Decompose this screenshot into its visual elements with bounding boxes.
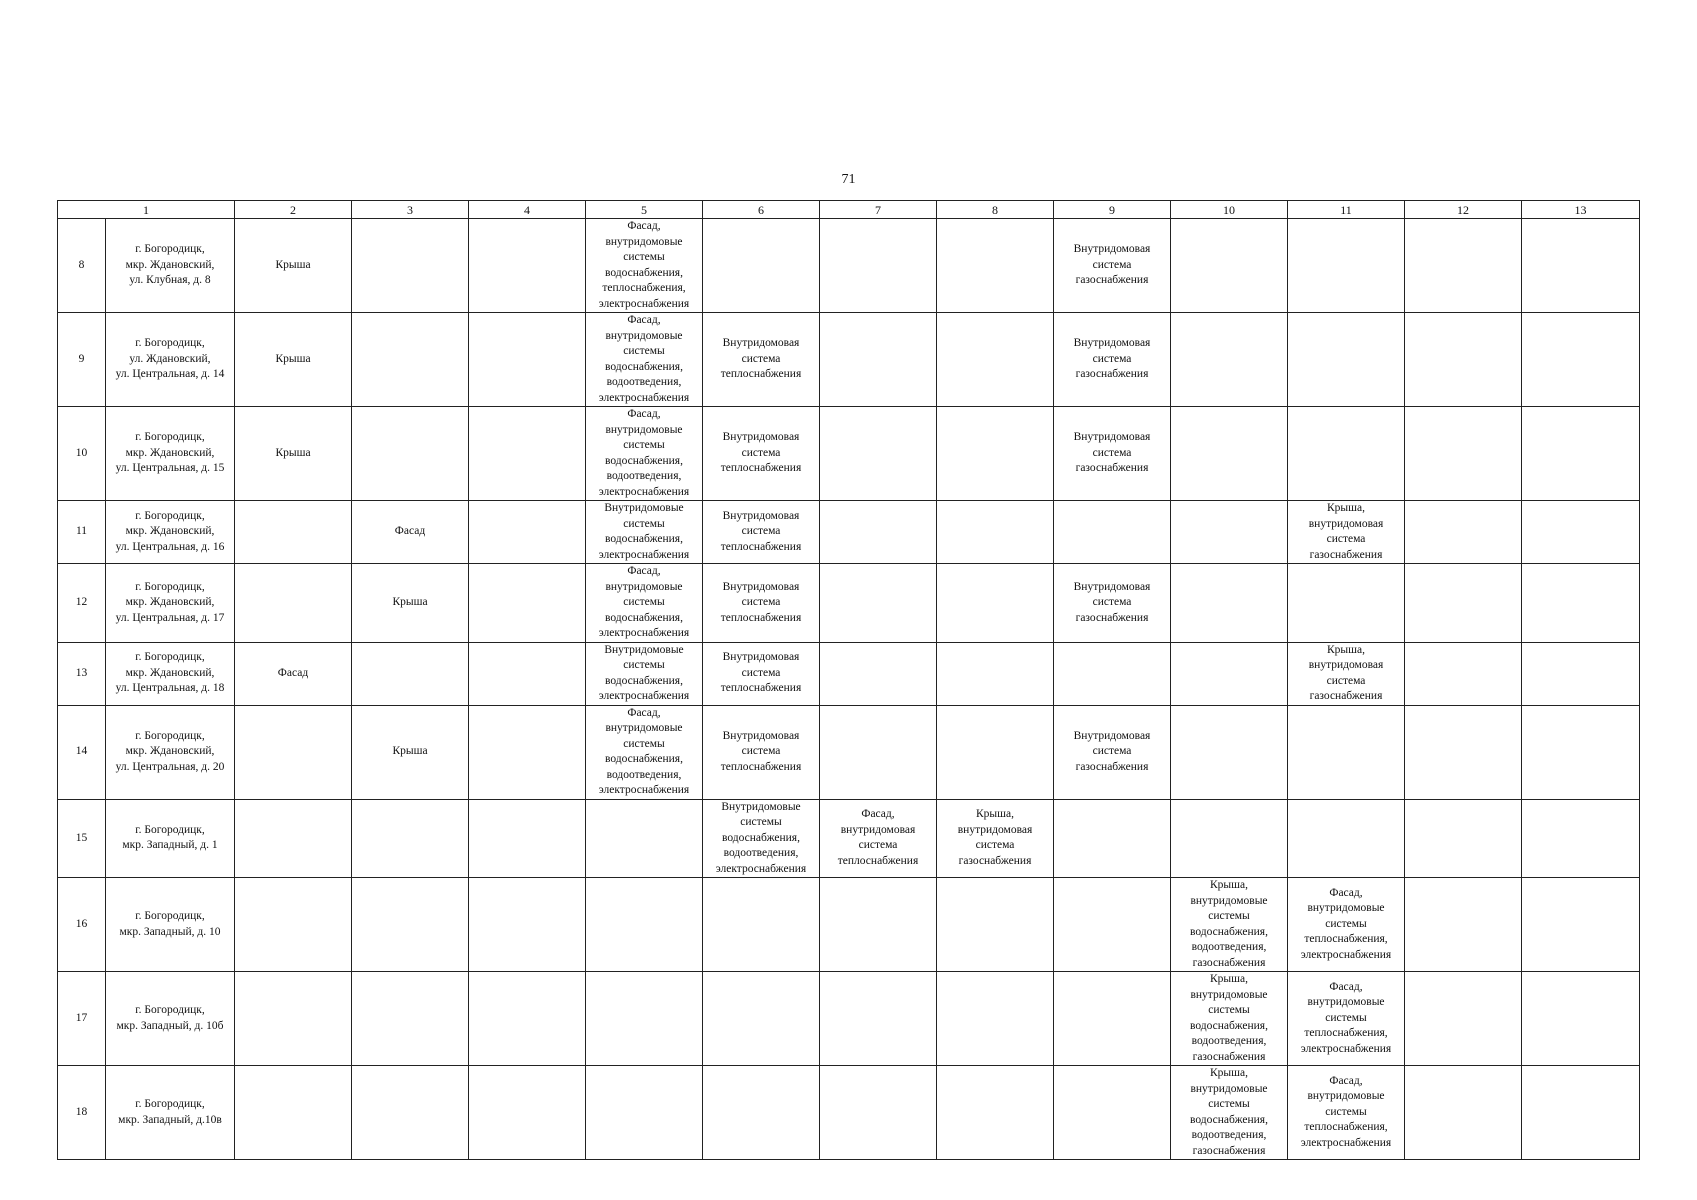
work-description: Крыша <box>392 745 428 758</box>
column-header: 10 <box>1171 201 1288 219</box>
work-cell-col-13 <box>1522 642 1640 705</box>
table-row <box>58 407 1640 501</box>
work-cell-col-9 <box>1054 972 1171 1066</box>
work-cell-col-11 <box>1288 705 1405 799</box>
address-text: г. Богородицк, мкр. Западный, д.10в <box>118 1098 222 1126</box>
work-cell-col-13 <box>1522 501 1640 564</box>
work-cell-col-10 <box>1171 972 1288 1066</box>
work-cell-col-4 <box>469 878 586 972</box>
address-cell <box>106 564 235 643</box>
work-cell-col-12 <box>1405 878 1522 972</box>
work-description: Внутридомовая система газоснабжения <box>1073 337 1151 381</box>
work-cell-col-5 <box>586 642 703 705</box>
work-description: Фасад, внутридомовые системы водоснабжения, водоотведения, электроснабжения <box>598 706 690 796</box>
work-description: Крыша, внутридомовая система газоснабжения <box>957 808 1033 867</box>
work-cell-col-3 <box>352 564 469 643</box>
row-number: 10 <box>58 407 106 501</box>
work-cell-col-4 <box>469 564 586 643</box>
work-cell-col-12 <box>1405 564 1522 643</box>
work-cell-col-6 <box>703 501 820 564</box>
work-description: Внутридомовая система теплоснабжения <box>720 431 802 475</box>
work-cell-col-4 <box>469 972 586 1066</box>
work-cell-col-12 <box>1405 972 1522 1066</box>
work-cell-col-6 <box>703 564 820 643</box>
table-row <box>58 642 1640 705</box>
work-cell-col-4 <box>469 219 586 313</box>
work-cell-col-8 <box>937 407 1054 501</box>
work-cell-col-8 <box>937 972 1054 1066</box>
work-cell-col-10 <box>1171 1066 1288 1160</box>
work-cell-col-5 <box>586 799 703 878</box>
work-cell-col-3 <box>352 407 469 501</box>
work-cell-col-9 <box>1054 878 1171 972</box>
work-cell-col-2 <box>235 642 352 705</box>
work-cell-col-7 <box>820 313 937 407</box>
column-header: 4 <box>469 201 586 219</box>
work-description: Фасад, внутридомовые системы теплоснабжения, электроснабжения <box>1300 1074 1392 1149</box>
work-cell-col-5 <box>586 501 703 564</box>
address-cell <box>106 642 235 705</box>
work-cell-col-9 <box>1054 564 1171 643</box>
work-cell-col-11 <box>1288 501 1405 564</box>
work-cell-col-6 <box>703 313 820 407</box>
work-cell-col-10 <box>1171 642 1288 705</box>
work-description: Фасад, внутридомовые системы теплоснабжения, электроснабжения <box>1300 886 1392 961</box>
work-cell-col-8 <box>937 799 1054 878</box>
work-description: Фасад, внутридомовые системы водоснабжения, теплоснабжения, электроснабжения <box>598 220 690 310</box>
work-cell-col-3 <box>352 501 469 564</box>
work-cell-col-12 <box>1405 407 1522 501</box>
work-cell-col-12 <box>1405 1066 1522 1160</box>
column-header: 2 <box>235 201 352 219</box>
work-description: Внутридомовые системы водоснабжения, электроснабжения <box>598 502 690 561</box>
work-cell-col-11 <box>1288 564 1405 643</box>
work-cell-col-8 <box>937 564 1054 643</box>
address-cell <box>106 799 235 878</box>
work-cell-col-13 <box>1522 705 1640 799</box>
work-cell-col-8 <box>937 313 1054 407</box>
work-cell-col-3 <box>352 878 469 972</box>
work-cell-col-7 <box>820 219 937 313</box>
work-cell-col-2 <box>235 1066 352 1160</box>
work-cell-col-5 <box>586 1066 703 1160</box>
work-cell-col-12 <box>1405 313 1522 407</box>
work-cell-col-9 <box>1054 501 1171 564</box>
work-description: Крыша <box>275 258 311 271</box>
work-cell-col-6 <box>703 799 820 878</box>
work-cell-col-7 <box>820 642 937 705</box>
work-cell-col-4 <box>469 407 586 501</box>
work-cell-col-12 <box>1405 219 1522 313</box>
work-cell-col-11 <box>1288 407 1405 501</box>
work-description: Крыша <box>275 446 311 459</box>
work-cell-col-7 <box>820 705 937 799</box>
work-cell-col-2 <box>235 313 352 407</box>
work-cell-col-7 <box>820 972 937 1066</box>
work-cell-col-6 <box>703 219 820 313</box>
work-description: Внутридомовая система теплоснабжения <box>720 337 802 381</box>
table-row <box>58 1066 1640 1160</box>
address-text: г. Богородицк, мкр. Западный, д. 10б <box>116 1004 224 1032</box>
work-cell-col-6 <box>703 878 820 972</box>
work-description: Фасад, внутридомовая система теплоснабжения <box>837 808 919 867</box>
column-header: 7 <box>820 201 937 219</box>
address-cell <box>106 1066 235 1160</box>
table-row <box>58 313 1640 407</box>
work-cell-col-12 <box>1405 501 1522 564</box>
work-cell-col-9 <box>1054 1066 1171 1160</box>
column-header: 8 <box>937 201 1054 219</box>
work-cell-col-7 <box>820 407 937 501</box>
work-cell-col-10 <box>1171 219 1288 313</box>
work-cell-col-2 <box>235 972 352 1066</box>
row-number: 12 <box>58 564 106 643</box>
work-cell-col-7 <box>820 799 937 878</box>
work-description: Внутридомовая система газоснабжения <box>1073 243 1151 287</box>
work-cell-col-12 <box>1405 642 1522 705</box>
work-cell-col-11 <box>1288 313 1405 407</box>
row-number: 8 <box>58 219 106 313</box>
work-cell-col-10 <box>1171 878 1288 972</box>
work-description: Внутридомовая система газоснабжения <box>1073 580 1151 624</box>
work-description: Фасад, внутридомовые системы водоснабжения, водоотведения, электроснабжения <box>598 408 690 498</box>
work-description: Внутридомовые системы водоснабжения, водоотведения, электроснабжения <box>715 800 807 875</box>
work-cell-col-9 <box>1054 219 1171 313</box>
work-cell-col-5 <box>586 219 703 313</box>
work-cell-col-4 <box>469 642 586 705</box>
work-cell-col-9 <box>1054 705 1171 799</box>
work-cell-col-3 <box>352 219 469 313</box>
work-description: Внутридомовая система теплоснабжения <box>720 509 802 553</box>
address-text: г. Богородицк, мкр. Ждановский, ул. Центральная, д. 20 <box>115 729 225 773</box>
table-row <box>58 972 1640 1066</box>
work-description: Внутридомовые системы водоснабжения, электроснабжения <box>598 643 690 702</box>
work-cell-col-10 <box>1171 407 1288 501</box>
table-row <box>58 564 1640 643</box>
work-cell-col-3 <box>352 1066 469 1160</box>
work-cell-col-7 <box>820 564 937 643</box>
work-cell-col-13 <box>1522 564 1640 643</box>
work-cell-col-6 <box>703 1066 820 1160</box>
address-text: г. Богородицк, мкр. Ждановский, ул. Клубная, д. 8 <box>125 243 215 287</box>
work-cell-col-11 <box>1288 219 1405 313</box>
work-cell-col-5 <box>586 313 703 407</box>
work-description: Крыша <box>392 596 428 608</box>
address-text: г. Богородицк, мкр. Западный, д. 10 <box>119 910 221 938</box>
row-number: 14 <box>58 705 106 799</box>
column-header-row <box>58 201 1640 219</box>
table-row <box>58 878 1640 972</box>
row-number: 17 <box>58 972 106 1066</box>
work-cell-col-6 <box>703 705 820 799</box>
work-description: Крыша, внутридомовые системы водоснабжения, водоотведения, газоснабжения <box>1190 1067 1268 1157</box>
work-cell-col-12 <box>1405 799 1522 878</box>
work-cell-col-3 <box>352 799 469 878</box>
row-number: 11 <box>58 501 106 564</box>
work-cell-col-11 <box>1288 972 1405 1066</box>
column-header: 12 <box>1405 201 1522 219</box>
page-number: 71 <box>841 172 856 187</box>
work-cell-col-11 <box>1288 878 1405 972</box>
work-cell-col-10 <box>1171 799 1288 878</box>
address-cell <box>106 705 235 799</box>
row-number: 18 <box>58 1066 106 1160</box>
address-cell <box>106 878 235 972</box>
work-cell-col-10 <box>1171 705 1288 799</box>
work-cell-col-6 <box>703 642 820 705</box>
address-text: г. Богородицк, мкр. Ждановский, ул. Центральная, д. 17 <box>115 580 225 624</box>
work-cell-col-11 <box>1288 1066 1405 1160</box>
work-cell-col-13 <box>1522 799 1640 878</box>
work-cell-col-6 <box>703 407 820 501</box>
work-cell-col-3 <box>352 642 469 705</box>
column-header: 6 <box>703 201 820 219</box>
column-header: 9 <box>1054 201 1171 219</box>
work-cell-col-8 <box>937 1066 1054 1160</box>
work-description: Крыша, внутридомовые системы водоснабжения, водоотведения, газоснабжения <box>1190 973 1268 1063</box>
table-row <box>58 705 1640 799</box>
work-cell-col-8 <box>937 642 1054 705</box>
work-cell-col-5 <box>586 407 703 501</box>
work-cell-col-9 <box>1054 799 1171 878</box>
work-cell-col-7 <box>820 1066 937 1160</box>
work-cell-col-13 <box>1522 219 1640 313</box>
row-number: 9 <box>58 313 106 407</box>
work-cell-col-10 <box>1171 501 1288 564</box>
work-cell-col-4 <box>469 799 586 878</box>
work-description: Внутридомовая система теплоснабжения <box>720 729 802 773</box>
address-text: г. Богородицк, мкр. Ждановский, ул. Центральная, д. 15 <box>115 431 225 475</box>
work-cell-col-8 <box>937 219 1054 313</box>
work-description: Фасад, внутридомовые системы теплоснабжения, электроснабжения <box>1300 980 1392 1055</box>
work-description: Крыша <box>275 352 311 365</box>
work-cell-col-8 <box>937 705 1054 799</box>
column-header: 13 <box>1522 201 1640 219</box>
work-cell-col-4 <box>469 313 586 407</box>
work-cell-col-2 <box>235 799 352 878</box>
table-body <box>58 201 1640 1160</box>
work-cell-col-13 <box>1522 972 1640 1066</box>
column-header: 3 <box>352 201 469 219</box>
table-row <box>58 219 1640 313</box>
address-text: г. Богородицк, мкр. Западный, д. 1 <box>122 823 218 852</box>
work-cell-col-7 <box>820 878 937 972</box>
work-cell-col-2 <box>235 407 352 501</box>
repair-schedule-table <box>57 200 1640 1160</box>
address-cell <box>106 313 235 407</box>
work-cell-col-13 <box>1522 878 1640 972</box>
address-text: г. Богородицк, мкр. Ждановский, ул. Центральная, д. 16 <box>115 509 225 553</box>
table-row <box>58 501 1640 564</box>
work-cell-col-13 <box>1522 313 1640 407</box>
row-number: 15 <box>58 799 106 878</box>
work-cell-col-9 <box>1054 407 1171 501</box>
work-cell-col-5 <box>586 564 703 643</box>
work-description: Внутридомовая система теплоснабжения <box>720 651 802 695</box>
work-description: Фасад, внутридомовые системы водоснабжения, электроснабжения <box>598 565 690 639</box>
work-description: Внутридомовая система теплоснабжения <box>720 580 802 624</box>
work-cell-col-3 <box>352 972 469 1066</box>
work-description: Внутридомовая система газоснабжения <box>1073 729 1151 773</box>
address-cell <box>106 972 235 1066</box>
work-cell-col-11 <box>1288 799 1405 878</box>
address-text: г. Богородицк, мкр. Ждановский, ул. Центральная, д. 18 <box>115 651 225 695</box>
address-cell <box>106 407 235 501</box>
work-cell-col-9 <box>1054 313 1171 407</box>
work-cell-col-10 <box>1171 564 1288 643</box>
work-cell-col-2 <box>235 564 352 643</box>
row-number: 13 <box>58 642 106 705</box>
table-row <box>58 799 1640 878</box>
address-text: г. Богородицк, ул. Ждановский, ул. Центральная, д. 14 <box>115 337 225 381</box>
work-cell-col-3 <box>352 705 469 799</box>
column-header: 1 <box>58 201 235 219</box>
work-description: Крыша, внутридомовая система газоснабжения <box>1308 502 1384 561</box>
work-description: Фасад <box>277 666 309 679</box>
address-cell <box>106 501 235 564</box>
address-cell <box>106 219 235 313</box>
work-cell-col-4 <box>469 705 586 799</box>
work-cell-col-6 <box>703 972 820 1066</box>
work-cell-col-11 <box>1288 642 1405 705</box>
work-cell-col-9 <box>1054 642 1171 705</box>
work-cell-col-4 <box>469 501 586 564</box>
work-cell-col-5 <box>586 705 703 799</box>
work-description: Крыша, внутридомовые системы водоснабжения, водоотведения, газоснабжения <box>1190 879 1268 969</box>
work-cell-col-2 <box>235 219 352 313</box>
work-cell-col-2 <box>235 501 352 564</box>
work-cell-col-13 <box>1522 1066 1640 1160</box>
row-number: 16 <box>58 878 106 972</box>
work-cell-col-13 <box>1522 407 1640 501</box>
work-description: Крыша, внутридомовая система газоснабжения <box>1308 643 1384 702</box>
work-description: Внутридомовая система газоснабжения <box>1073 431 1151 475</box>
work-cell-col-8 <box>937 878 1054 972</box>
work-cell-col-12 <box>1405 705 1522 799</box>
column-header: 11 <box>1288 201 1405 219</box>
work-cell-col-2 <box>235 878 352 972</box>
work-description: Фасад <box>394 525 426 538</box>
work-description: Фасад, внутридомовые системы водоснабжения, водоотведения, электроснабжения <box>598 314 690 404</box>
work-cell-col-2 <box>235 705 352 799</box>
work-cell-col-7 <box>820 501 937 564</box>
work-cell-col-8 <box>937 501 1054 564</box>
work-cell-col-5 <box>586 972 703 1066</box>
work-cell-col-3 <box>352 313 469 407</box>
work-cell-col-5 <box>586 878 703 972</box>
work-cell-col-10 <box>1171 313 1288 407</box>
column-header: 5 <box>586 201 703 219</box>
work-cell-col-4 <box>469 1066 586 1160</box>
